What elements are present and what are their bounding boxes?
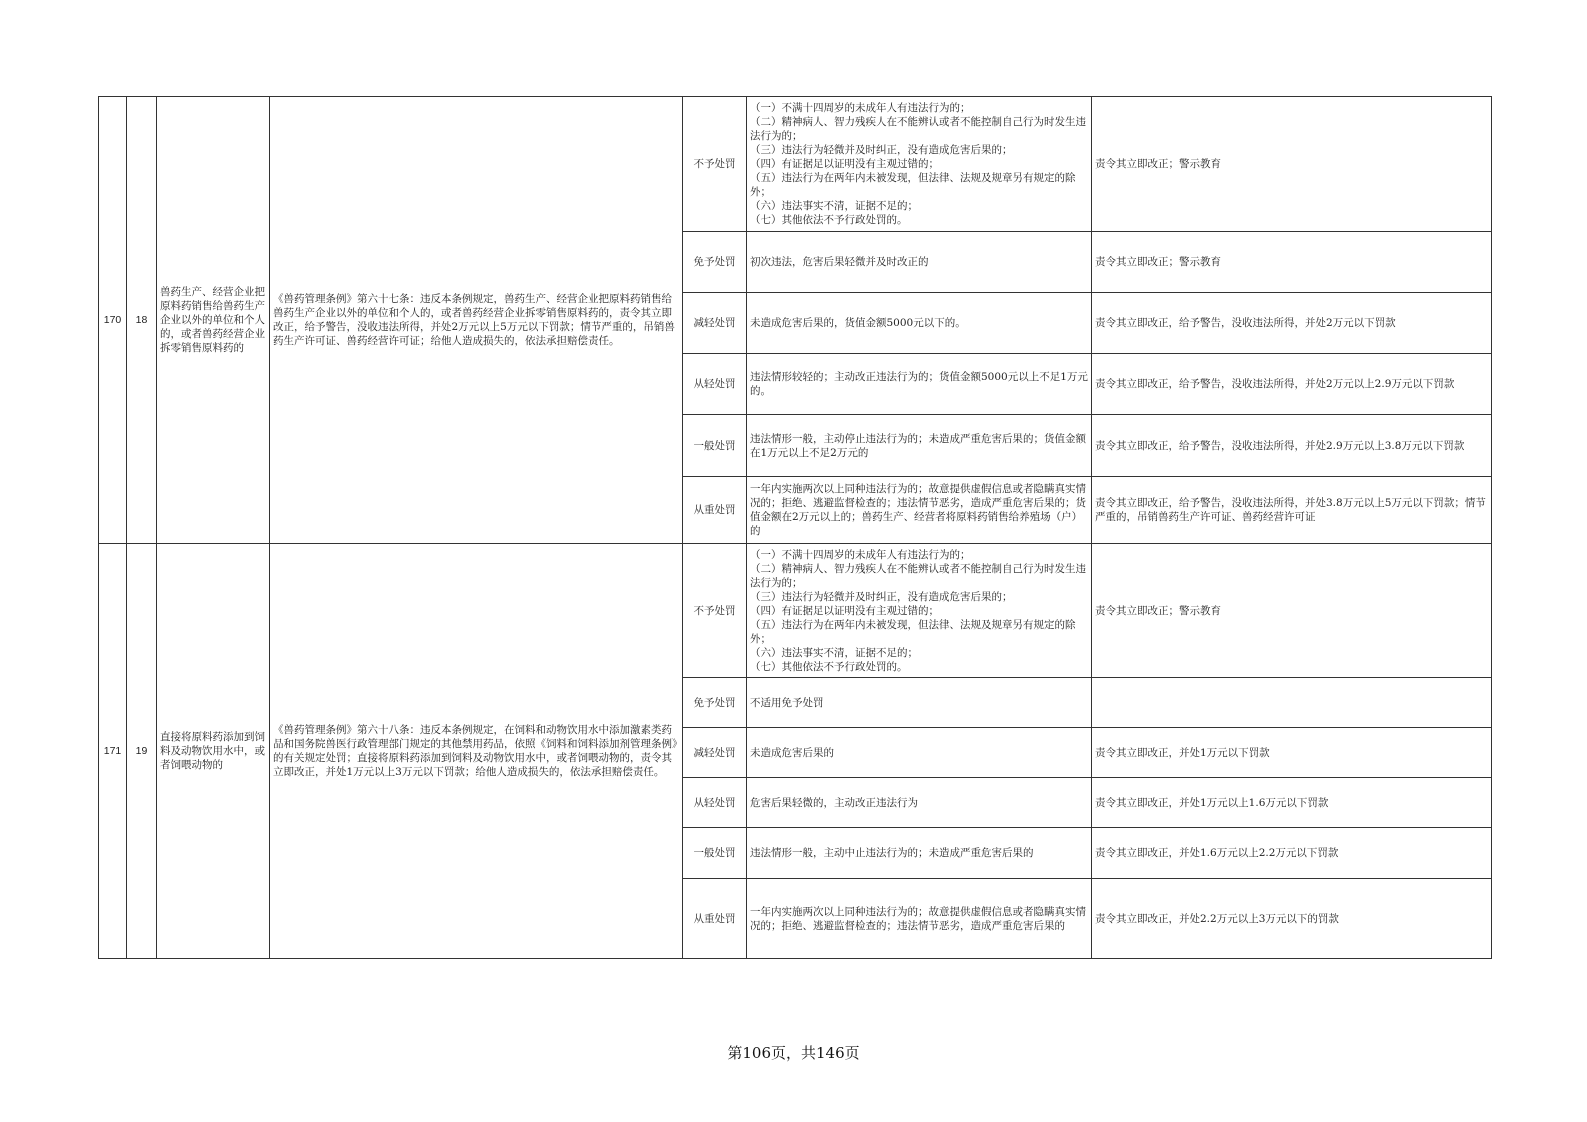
penalty-level: 从重处罚 bbox=[683, 879, 747, 959]
violation-description: 兽药生产、经营企业把原料药销售给兽药生产企业以外的单位和个人的，或者兽药经营企业拆零销售原料药的 bbox=[157, 97, 270, 544]
record-sub-number: 18 bbox=[127, 97, 157, 544]
penalty-level: 从重处罚 bbox=[683, 477, 747, 544]
condition-line: （四）有证据足以证明没有主观过错的； bbox=[750, 158, 939, 170]
record-number: 170 bbox=[99, 97, 127, 544]
violation-description: 直接将原料药添加到饲料及动物饮用水中，或者饲喂动物的 bbox=[157, 544, 270, 959]
condition-line: （五）违法行为在两年内未被发现，但法律、法规及规章另有规定的除外； bbox=[750, 618, 1076, 645]
applicable-conditions bbox=[747, 354, 1092, 415]
applicable-conditions bbox=[747, 678, 1092, 728]
condition-line: 一年内实施两次以上同种违法行为的；故意提供虚假信息或者隐瞒真实情况的；拒绝、逃避监督检查的；违法情节恶劣，造成严重危害后果的 bbox=[750, 905, 1086, 932]
condition-line: 不适用免予处罚 bbox=[750, 696, 824, 709]
condition-line: （三）违法行为轻微并及时纠正，没有造成危害后果的； bbox=[750, 590, 1013, 603]
condition-line: （七）其他依法不予行政处罚的。 bbox=[750, 214, 908, 226]
penalty-measure: 责令其立即改正，并处2.2万元以上3万元以下的罚款 bbox=[1092, 879, 1492, 959]
applicable-conditions bbox=[747, 778, 1092, 828]
penalty-measure: 责令其立即改正，给予警告，没收违法所得，并处2.9万元以上3.8万元以下罚款 bbox=[1092, 415, 1492, 477]
applicable-conditions bbox=[747, 828, 1092, 879]
condition-line: （二）精神病人、智力残疾人在不能辨认或者不能控制自己行为时发生违法行为的； bbox=[750, 562, 1086, 589]
applicable-conditions bbox=[747, 232, 1092, 293]
penalty-measure: 责令其立即改正，给予警告，没收违法所得，并处2万元以下罚款 bbox=[1092, 293, 1492, 354]
penalty-measure: 责令其立即改正；警示教育 bbox=[1092, 544, 1492, 678]
applicable-conditions bbox=[747, 544, 1092, 678]
condition-line: 初次违法，危害后果轻微并及时改正的 bbox=[750, 256, 929, 268]
condition-line: 未造成危害后果的 bbox=[750, 746, 834, 759]
penalty-level: 不予处罚 bbox=[683, 97, 747, 232]
applicable-conditions bbox=[747, 415, 1092, 477]
penalty-measure: 责令其立即改正，并处1万元以上1.6万元以下罚款 bbox=[1092, 778, 1492, 828]
condition-line: （一）不满十四周岁的未成年人有违法行为的； bbox=[750, 102, 971, 114]
penalty-level: 一般处罚 bbox=[683, 828, 747, 879]
penalty-level: 免予处罚 bbox=[683, 678, 747, 728]
condition-line: （三）违法行为轻微并及时纠正，没有造成危害后果的； bbox=[750, 144, 1013, 156]
penalty-standards-table bbox=[98, 96, 1492, 959]
penalty-measure: 责令其立即改正，给予警告，没收违法所得，并处3.8万元以上5万元以下罚款；情节严重的，吊销兽药生产许可证、兽药经营许可证 bbox=[1092, 477, 1492, 544]
condition-line: 违法情形一般，主动停止违法行为的；未造成严重危害后果的；货值金额在1万元以上不足2万元的 bbox=[750, 432, 1086, 459]
applicable-conditions bbox=[747, 97, 1092, 232]
condition-line: （四）有证据足以证明没有主观过错的； bbox=[750, 604, 939, 617]
record-number: 171 bbox=[99, 544, 127, 959]
penalty-measure: 责令其立即改正，并处1.6万元以上2.2万元以下罚款 bbox=[1092, 828, 1492, 879]
condition-line: （二）精神病人、智力残疾人在不能辨认或者不能控制自己行为时发生违法行为的； bbox=[750, 116, 1086, 142]
condition-line: 违法情形一般，主动中止违法行为的；未造成严重危害后果的 bbox=[750, 847, 1034, 859]
condition-line: （六）违法事实不清，证据不足的； bbox=[750, 200, 918, 212]
penalty-measure bbox=[1092, 678, 1492, 728]
condition-line: （六）违法事实不清，证据不足的； bbox=[750, 646, 918, 659]
penalty-measure: 责令其立即改正；警示教育 bbox=[1092, 97, 1492, 232]
penalty-measure: 责令其立即改正，给予警告，没收违法所得，并处2万元以上2.9万元以下罚款 bbox=[1092, 354, 1492, 415]
applicable-conditions bbox=[747, 728, 1092, 778]
condition-line: 一年内实施两次以上同种违法行为的；故意提供虚假信息或者隐瞒真实情况的；拒绝、逃避监督检查的；违法情节恶劣，造成严重危害后果的；货值金额在2万元以上的；兽药生产、经营者将原料药销售给养殖场（户）的 bbox=[750, 483, 1086, 537]
condition-line: 危害后果轻微的，主动改正违法行为 bbox=[750, 796, 918, 809]
condition-line: 未造成危害后果的，货值金额5000元以下的。 bbox=[750, 317, 966, 329]
legal-basis: 《兽药管理条例》第六十八条：违反本条例规定，在饲料和动物饮用水中添加激素类药品和国务院兽医行政管理部门规定的其他禁用药品，依照《饲料和饲料添加剂管理条例》的有关规定处罚；直接将原料药添加到饲料及动物饮用水中，或者饲喂动物的，责令其立即改正，并处1万元以上3万元以下罚款；给他人造成损失的，依法承担赔偿责任。 bbox=[270, 544, 683, 959]
penalty-measure: 责令其立即改正；警示教育 bbox=[1092, 232, 1492, 293]
condition-line: 违法情形较轻的；主动改正违法行为的；货值金额5000元以上不足1万元的。 bbox=[750, 371, 1088, 397]
table-row bbox=[99, 97, 1492, 232]
applicable-conditions bbox=[747, 477, 1092, 544]
penalty-level: 一般处罚 bbox=[683, 415, 747, 477]
condition-line: （五）违法行为在两年内未被发现，但法律、法规及规章另有规定的除外； bbox=[750, 172, 1076, 198]
page-footer: 第106页，共146页 bbox=[727, 1044, 860, 1062]
penalty-level: 从轻处罚 bbox=[683, 354, 747, 415]
penalty-level: 免予处罚 bbox=[683, 232, 747, 293]
legal-basis: 《兽药管理条例》第六十七条：违反本条例规定，兽药生产、经营企业把原料药销售给兽药生产企业以外的单位和个人的，或者兽药经营企业拆零销售原料药的，责令其立即改正，给予警告，没收违法所得，并处2万元以上5万元以下罚款；情节严重的，吊销兽药生产许可证、兽药经营许可证；给他人造成损失的，依法承担赔偿责任。 bbox=[270, 97, 683, 544]
penalty-level: 不予处罚 bbox=[683, 544, 747, 678]
condition-line: （一）不满十四周岁的未成年人有违法行为的； bbox=[750, 548, 971, 561]
penalty-level: 减轻处罚 bbox=[683, 728, 747, 778]
penalty-level: 减轻处罚 bbox=[683, 293, 747, 354]
condition-line: （七）其他依法不予行政处罚的。 bbox=[750, 660, 908, 673]
applicable-conditions bbox=[747, 879, 1092, 959]
penalty-measure: 责令其立即改正，并处1万元以下罚款 bbox=[1092, 728, 1492, 778]
penalty-level: 从轻处罚 bbox=[683, 778, 747, 828]
applicable-conditions bbox=[747, 293, 1092, 354]
record-sub-number: 19 bbox=[127, 544, 157, 959]
table-row bbox=[99, 544, 1492, 678]
